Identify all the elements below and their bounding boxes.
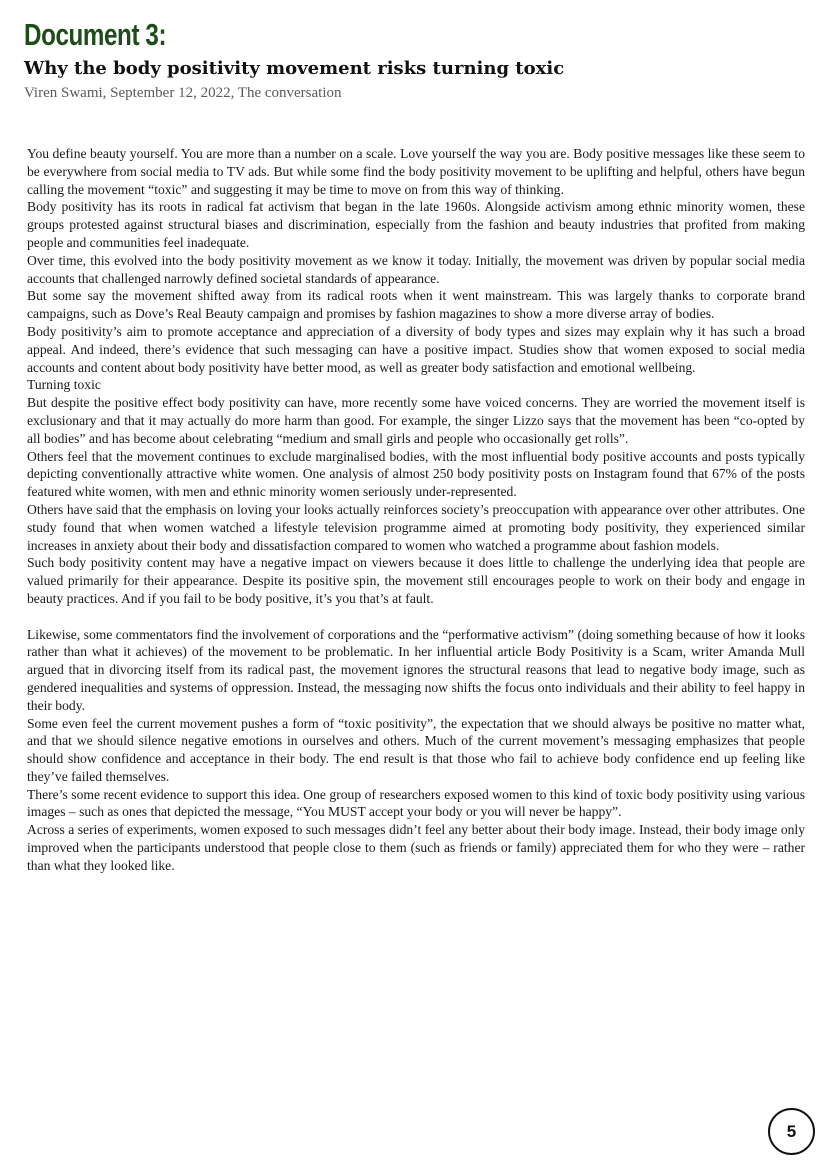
paragraph-mainstream: But some say the movement shifted away from its radical roots when it went mainstream. This was largely thanks to corporate brand campaigns, such as Dove’s Real Beauty campaign and promises by fashion magazines to show a more diverse array of bodies. — [27, 288, 805, 322]
article-body — [27, 145, 805, 875]
article-byline: Viren Swami, September 12, 2022, The conversation — [24, 85, 342, 101]
document-label: Document 3: — [24, 17, 167, 52]
paragraph-corporations: Likewise, some commentators find the involvement of corporations and the “performative activism” (doing something because of how it looks rather than what it achieves) of the movement to be problematic. In her influential article Body Positivity is a Scam, writer Amanda Mull argued that in divorcing itself from its radical past, the movement ignores the structural reasons that lead to negative body image, such as gendered inequalities and systems of oppression. Instead, the messaging now shifts the focus onto individuals and their ability to feel happy in their body. — [27, 626, 805, 713]
paragraph-negative-impact: Such body positivity content may have a negative impact on viewers because it does little to challenge the underlying idea that people are valued primarily for their appearance. Despite its positive spin, the movement still encourages people to work on their body and engage in beauty practices. And if you fail to be body positive, it’s you that’s at fault. — [27, 555, 805, 606]
paragraph-roots: Body positivity has its roots in radical fat activism that began in the late 1960s. Alongside activism among ethnic minority women, these groups protested against structural biases and discrimination, especially from the fashion and beauty industries that profited from making people and communities feel inadequate. — [27, 199, 805, 250]
section-heading-turning-toxic: Turning toxic — [27, 377, 101, 393]
paragraph-intro: You define beauty yourself. You are more than a number on a scale. Love yourself the way you are. Body positive messages like these seem to be everywhere from social media to TV ads. But while some find the body positivity movement to be uplifting and helpful, others have begun calling the movement “toxic” and suggesting it may be time to move on from this way of thinking. — [27, 146, 805, 197]
paragraph-concerns: But despite the positive effect body positivity can have, more recently some have voiced concerns. They are worried the movement itself is exclusionary and that it may actually do more harm than good. For example, the singer Lizzo says that the movement has been “co-opted by all bodies” and has become about celebrating “medium and small girls and people who occasionally get rolls”. — [27, 395, 805, 446]
article-title: Why the body positivity movement risks turning toxic — [24, 58, 565, 79]
paragraph-evidence: There’s some recent evidence to support this idea. One group of researchers exposed women to this kind of toxic body positivity using various images – such as ones that depicted the message, “You MUST accept your body or you will never be happy”. — [27, 786, 805, 820]
page-number-badge: 5 — [768, 1108, 815, 1155]
paragraph-toxic-positivity: Some even feel the current movement pushes a form of “toxic positivity”, the expectation that we should always be positive no matter what, and that we should silence negative emotions in ourselves and others. Much of the current movement’s messaging emphasizes that people should show confidence and acceptance in their body. The end result is that those who fail to achieve body confidence end up feeling like they’ve failed themselves. — [27, 715, 805, 784]
paragraph-exclusion: Others feel that the movement continues to exclude marginalised bodies, with the most influential body positive accounts and posts typically depicting conventionally attractive white women. One analysis of almost 250 body positivity posts on Instagram found that 67% of the posts featured white women, with men and ethnic minority women seriously under-represented. — [27, 448, 805, 500]
paragraph-evolution: Over time, this evolved into the body positivity movement as we know it today. Initially, the movement was driven by popular social media accounts that challenged narrowly defined societal standards of appearance. — [27, 252, 805, 286]
paragraph-preoccupation: Others have said that the emphasis on loving your looks actually reinforces society’s preoccupation with appearance over other attributes. One study found that when women watched a lifestyle television programme aimed at promoting body positivity, they experienced similar increases in anxiety about their body and dissatisfaction compared to women who watched a programme about fashion models. — [27, 501, 805, 553]
paragraph-experiments: Across a series of experiments, women exposed to such messages didn’t feel any better about their body image. Instead, their body image only improved when the participants understood that people close to them (such as friends or family) appreciated them for who they were – rather than what they looked like. — [27, 822, 805, 873]
paragraph-appeal: Body positivity’s aim to promote acceptance and appreciation of a diversity of body types and sizes may explain why it has such a broad appeal. And indeed, there’s evidence that such messaging can have a positive impact. Studies show that women exposed to social media accounts and content about body positivity have better mood, as well as greater body satisfaction and emotional wellbeing. — [27, 323, 805, 375]
